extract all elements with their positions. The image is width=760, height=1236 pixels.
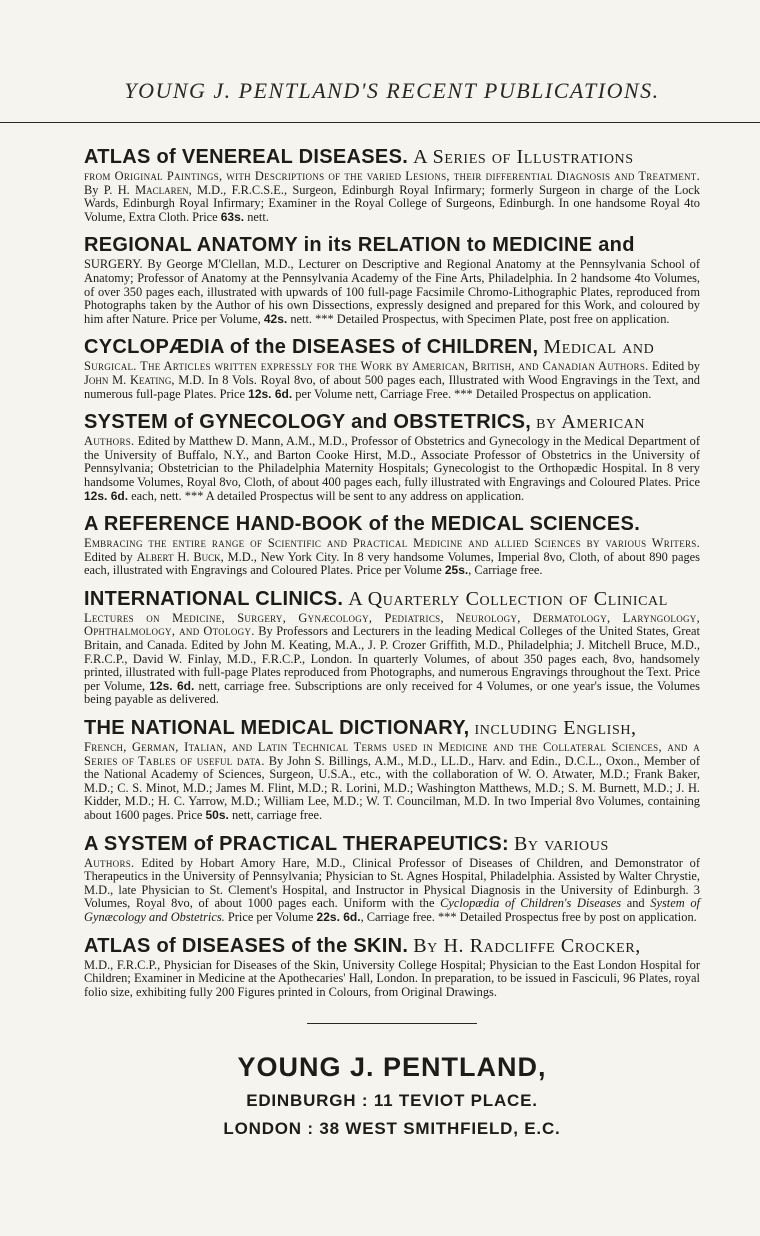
entry-title: THE NATIONAL MEDICAL DICTIONARY,: [84, 717, 470, 740]
entry-skin-atlas: [84, 934, 700, 1000]
entry-medical-dictionary: [84, 716, 700, 823]
entry-subtitle: By H. Radcliffe Crocker,: [413, 934, 641, 957]
entry-subtitle: Medical and: [543, 336, 655, 359]
entry-international-clinics: [84, 587, 700, 707]
entry-venereal-atlas: [84, 145, 700, 224]
entry-body: French, German, Italian, and Latin Technical Terms used in Medicine and the Collateral Sciences, and a Series of Tables of useful data. By John S. Billings, A.M., M.D., LL.D., Harv. and Edin., D.C.L., Oxon., Member of the National Academy of Sciences, Surgeon, U.S.A., etc., with the collaboration of W. O. Atwater, M.D.; Frank Baker, M.D.; C. S. Minot, M.D.; James M. Flint, M.D.; R. Lorini, M.D.; Washington Matthews, M.D.; S. M. Burnett, M.D.; J. H. Kidder, M.D.; H. C. Yarrow, M.D.; William Lee, M.D.; W. T. Councilman, M.D. In two Imperial 8vo Volumes, containing about 1600 pages. Price 50s. nett, carriage free.: [84, 740, 701, 822]
entry-title: CYCLOPÆDIA of the DISEASES of CHILDREN,: [84, 336, 539, 359]
entry-subtitle: A Series of Illustrations: [413, 146, 634, 168]
publication-list: [84, 145, 700, 999]
entry-body: M.D., F.R.C.P., Physician for Diseases of the Skin, University College Hospital; Physician to the East London Hospital for Children; Examiner in Medicine at the Apothecaries' Hall, London. In preparation, to be issued in Fasciculi, 96 Plates, royal folio size, exhibiting fully 200 Figures printed in Colours, from Original Drawings.: [84, 957, 700, 999]
publisher-imprint: [84, 1052, 700, 1139]
entry-price: 12s. 6d.: [149, 678, 195, 693]
entry-price: 22s. 6d.: [316, 909, 361, 924]
entry-price: 12s. 6d.: [248, 386, 293, 401]
publisher-name: YOUNG J. PENTLAND,: [237, 1052, 547, 1083]
entry-title: INTERNATIONAL CLINICS.: [84, 587, 344, 610]
entry-body: Surgical. The Articles written expressly for the Work by American, British, and Canadian Authors. Edited by John M. Keating, M.D. In 8 Vols. Royal 8vo, of about 500 pages each, Illustrated with Wood Engravings in the Text, and numerous full-page Plates. Price 12s. 6d. per Volume nett, Carriage Free. *** Detailed Prospectus on application.: [84, 359, 700, 401]
entry-price: 42s.: [263, 311, 288, 326]
entry-price: 50s.: [205, 808, 229, 822]
entry-cyclopaedia-children: [84, 335, 700, 401]
entry-title: SYSTEM of GYNECOLOGY and OBSTETRICS,: [84, 411, 532, 434]
page-header: YOUNG J. PENTLAND'S RECENT PUBLICATIONS.: [124, 78, 660, 103]
entry-title: ATLAS of DISEASES of the SKIN.: [84, 934, 409, 957]
entry-body: Lectures on Medicine, Surgery, Gynæcology, Pediatrics, Neurology, Dermatology, Laryngology, Ophthalmology, and Otology. By Professors and Lecturers in the leading Medical Colleges of the United States, Great Britain, and Canada. Edited by John M. Keating, M.A., J. P. Crozer Griffith, M.D., Philadelphia; J. Mitchell Bruce, M.D., F.R.C.P., David W. Finlay, M.D., F.R.C.P., London. In quarterly Volumes, of about 350 pages each, 8vo, handsomely printed, illustrated with full-page Plates reproduced from Photographs, and numerous Engravings throughout the Text. Price per Volume, 12s. 6d. nett, carriage free. Subscriptions are only received for 4 Volumes, or one year's issue, the Volumes being payable as delivered.: [84, 610, 700, 707]
entry-subtitle: A Quarterly Collection of Clinical: [348, 587, 668, 610]
entry-title: ATLAS of VENEREAL DISEASES.: [84, 146, 409, 168]
entry-body: SURGERY. By George M'Clellan, M.D., Lecturer on Descriptive and Regional Anatomy at the Pennsylvania School of Anatomy; Professor of Anatomy at the Pennsylvania Academy of the Fine Arts, Philadelphia. In 2 handsome 4to Volumes, of over 350 pages each, illustrated with upwards of 100 full-page Facsimile Chromo-Lithographic Plates, reproduced from Photographs taken by the Author of his own Dissections, expressly designed and prepared for this Work, and coloured by him after Nature. Price per Volume, 42s. nett. *** Detailed Prospectus, with Specimen Plate, post free on application.: [84, 257, 700, 326]
entry-regional-anatomy: [84, 233, 700, 326]
header-rule: [0, 122, 760, 123]
entry-title: A SYSTEM of PRACTICAL THERAPEUTICS:: [84, 832, 509, 855]
entry-price: 63s.: [220, 209, 245, 224]
entry-price: 25s.: [444, 563, 469, 578]
entry-title: REGIONAL ANATOMY in its RELATION to MEDICINE and: [84, 234, 635, 257]
entry-body: Authors. Edited by Matthew D. Mann, A.M., M.D., Professor of Obstetrics and Gynecology in the Medical Department of the University of Buffalo, N.Y., and Barton Cooke Hirst, M.D., Associate Professor of Obstetrics in the University of Pennsylvania; Obstetrician to the Philadelphia Maternity Hospitals; Gynecologist to the Orthopædic Hospital. In 8 very handsome Volumes, Royal 8vo, Cloth, of about 400 pages each, fully illustrated with Engravings and Coloured Plates. Price 12s. 6d. each, nett. *** A detailed Prospectus will be sent to any address on application.: [84, 434, 700, 503]
entry-body: from Original Paintings, with Descriptions of the varied Lesions, their differential Diagnosis and Treatment. By P. H. Maclaren, M.D., F.R.C.S.E., Surgeon, Edinburgh Royal Infirmary; formerly Surgeon in charge of the Lock Wards, Edinburgh Royal Infirmary; Examiner in the Royal College of Surgeons, Edinburgh. In one handsome Royal 4to Volume, Extra Cloth. Price 63s. nett.: [84, 169, 700, 224]
footer-rule: [307, 1023, 477, 1024]
entry-body: Authors. Edited by Hobart Amory Hare, M.D., Clinical Professor of Diseases of Children, and Demonstrator of Therapeutics in the University of Pennsylvania; Physician to St. Agnes Hospital, Philadelphia. Assisted by Walter Chrystie, M.D., late Physician to St. Clement's Hospital, and Instructor in Physical Diagnosis in the University of Edinburgh. 3 Volumes, Royal 8vo, of about 1000 pages each. Uniform with the Cyclopædia of Children's Diseases and System of Gynæcology and Obstetrics. Price per Volume 22s. 6d., Carriage free. *** Detailed Prospectus free by post on application.: [84, 855, 700, 924]
entry-title: A REFERENCE HAND-BOOK of the MEDICAL SCIENCES.: [84, 513, 641, 536]
entry-body: Embracing the entire range of Scientific and Practical Medicine and allied Sciences by various Writers. Edited by Albert H. Buck, M.D., New York City. In 8 very handsome Volumes, Imperial 8vo, Cloth, of about 890 pages each, illustrated with Engravings and Coloured Plates. Price per Volume 25s., Carriage free.: [84, 536, 700, 578]
entry-gynecology-obstetrics: [84, 410, 700, 503]
entry-subtitle: by American: [536, 411, 646, 434]
entry-reference-handbook: [84, 512, 700, 578]
entry-price: 12s. 6d.: [84, 488, 129, 503]
entry-practical-therapeutics: [84, 832, 700, 925]
edinburgh-address: EDINBURGH : 11 TEVIOT PLACE.: [246, 1091, 538, 1111]
london-address: LONDON : 38 WEST SMITHFIELD, E.C.: [223, 1119, 561, 1139]
entry-subtitle: By various: [513, 832, 609, 855]
entry-subtitle: including English,: [474, 717, 637, 740]
